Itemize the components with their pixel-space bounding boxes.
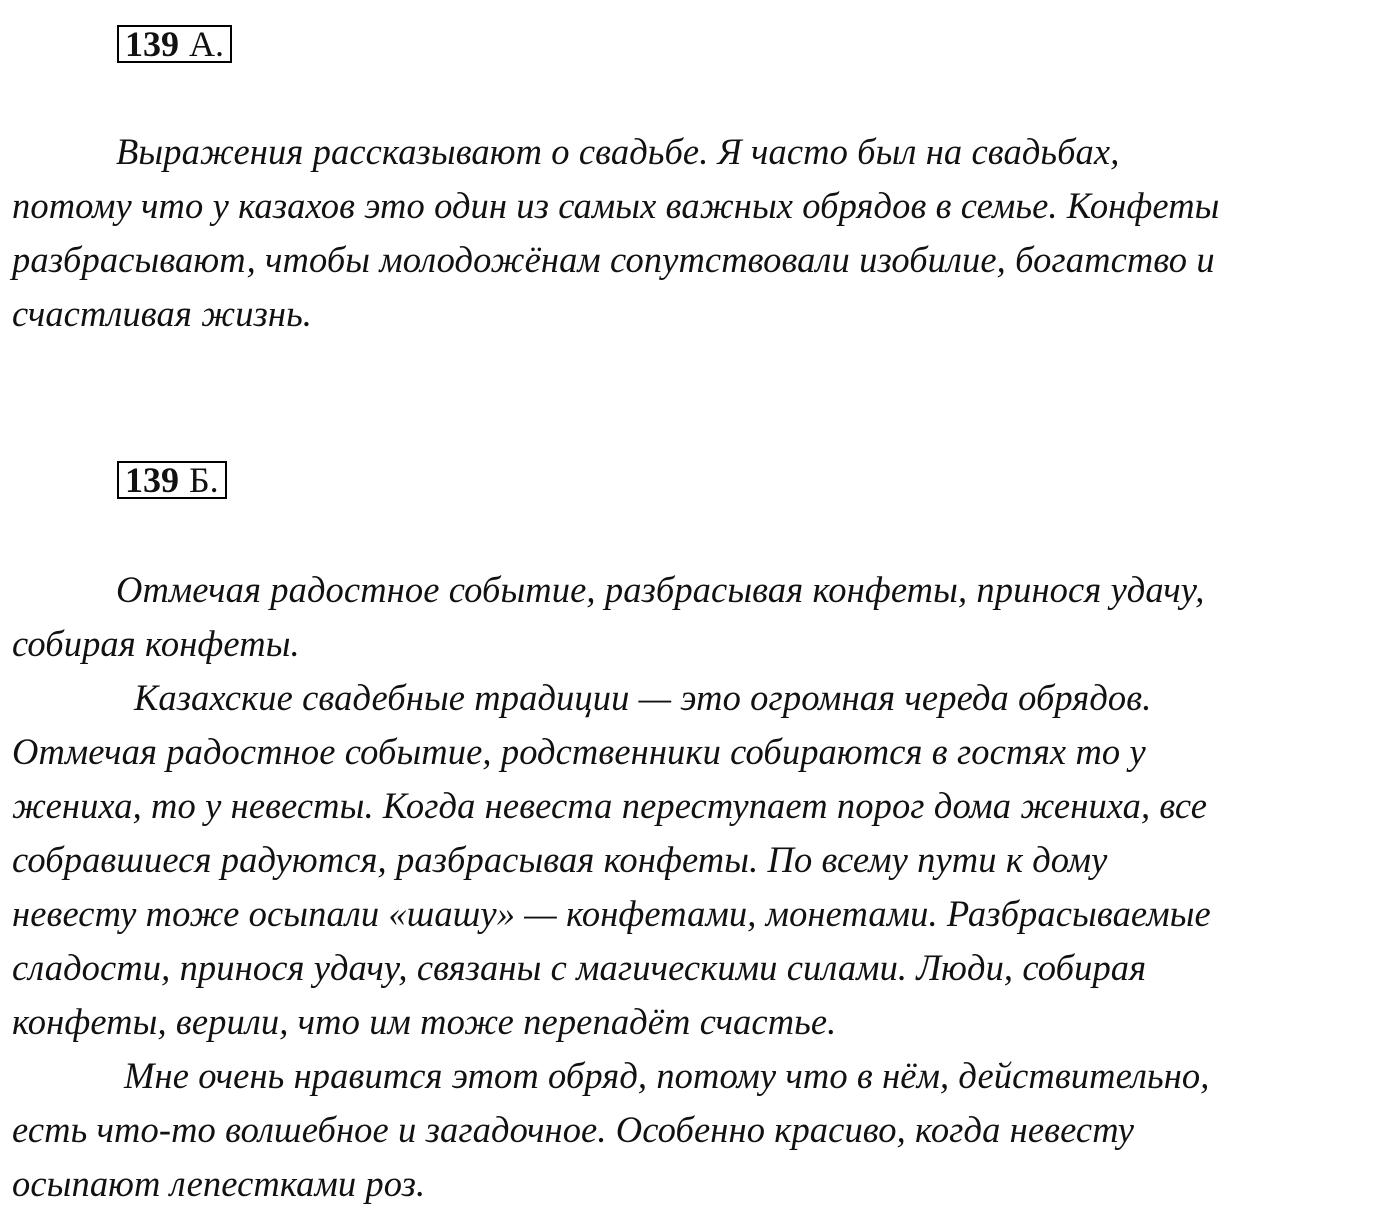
text-line: Казахские свадебные традиции — это огромная череда обрядов. — [134, 677, 1152, 718]
exercise-number: 139 — [125, 24, 179, 64]
answer-text-a — [12, 125, 1390, 341]
text-line: Мне очень нравится этот обряд, потому что в нём, действительно, — [124, 1055, 1210, 1096]
text-line: конфеты, верили, что им тоже перепадёт счастье. — [12, 1001, 837, 1042]
exercise-number: 139 — [125, 460, 179, 500]
text-line: потому что у казахов это один из самых важных обрядов в семье. Конфеты — [12, 185, 1220, 226]
text-line: есть что-то волшебное и загадочное. Особенно красиво, когда невесту — [12, 1109, 1135, 1150]
text-line: Выражения рассказывают о свадьбе. Я часто был на свадьбах, — [116, 131, 1120, 172]
text-line: собирая конфеты. — [12, 623, 300, 664]
exercise-label-a — [117, 25, 232, 63]
text-line: разбрасывают, чтобы молодожёнам сопутствовали изобилие, богатство и — [12, 239, 1215, 280]
exercise-label-b — [117, 461, 227, 499]
text-line: счастливая жизнь. — [12, 293, 313, 334]
text-line: Отмечая радостное событие, родственники собираются в гостях то у — [12, 731, 1146, 772]
exercise-letter: Б. — [189, 460, 219, 500]
exercise-letter: А. — [189, 24, 224, 64]
text-line: сладости, принося удачу, связаны с магическими силами. Люди, собирая — [12, 947, 1147, 988]
text-line: осыпают лепестками роз. — [12, 1163, 426, 1204]
text-line: жениха, то у невесты. Когда невеста переступает порог дома жениха, все — [12, 785, 1207, 826]
text-line: Отмечая радостное событие, разбрасывая конфеты, принося удачу, — [116, 569, 1205, 610]
text-line: собравшиеся радуются, разбрасывая конфеты. По всему пути к дому — [12, 839, 1108, 880]
answer-text-b — [12, 563, 1390, 1211]
text-line: невесту тоже осыпали «шашу» — конфетами, монетами. Разбрасываемые — [12, 893, 1211, 934]
